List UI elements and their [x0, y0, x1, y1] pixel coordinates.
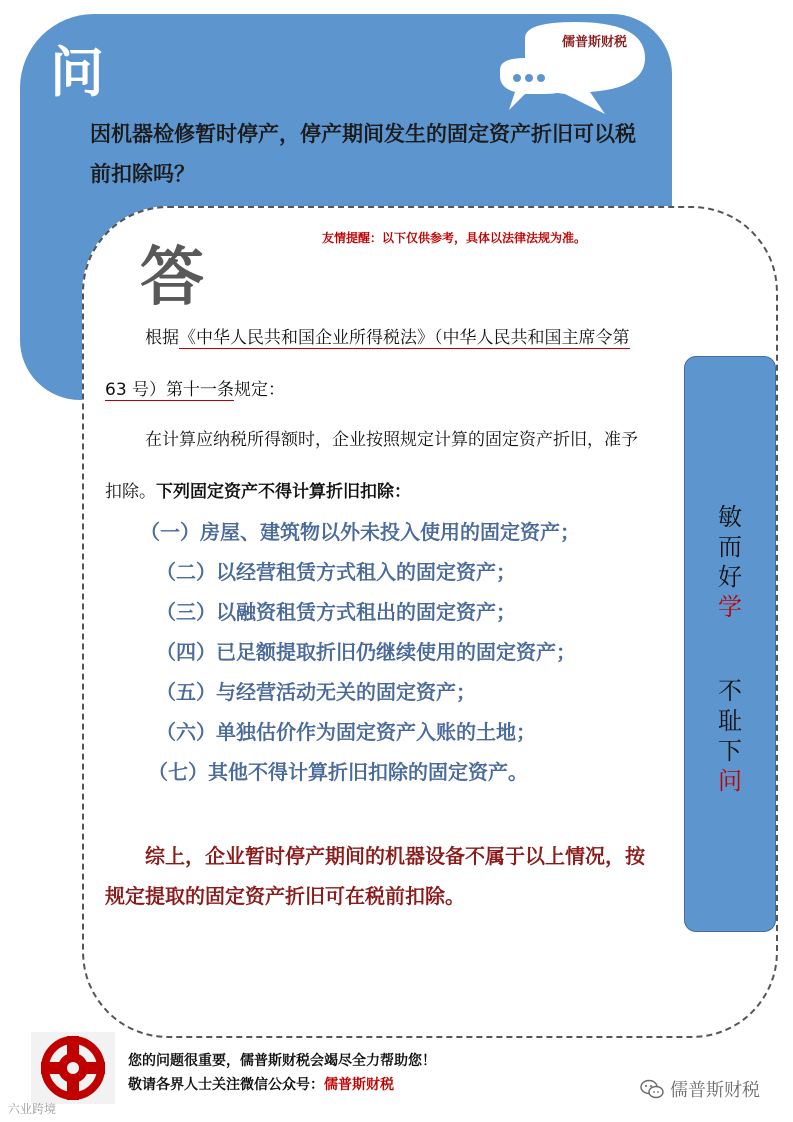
list-item: （五）与经营活动无关的固定资产； — [156, 680, 476, 704]
footer-brand-name: 儒普斯财税 — [324, 1077, 394, 1093]
motto-char: 耻 — [718, 707, 742, 735]
wechat-watermark — [640, 1076, 760, 1102]
motto-char: 问 — [718, 767, 742, 795]
list-item: （七）其他不得计算折旧扣除的固定资产。 — [148, 760, 528, 784]
motto-box — [684, 356, 776, 932]
provision-text: 在计算应纳税所得额时，企业按照规定计算的固定资产折旧，准予扣除。 — [105, 430, 638, 502]
reminder-note: 友情提醒：以下仅供参考，具体以法律法规为准。 — [322, 231, 587, 245]
excluded-assets-list — [140, 512, 660, 792]
list-item: （二）以经营租赁方式租入的固定资产； — [156, 560, 516, 584]
provision-paragraph — [105, 414, 653, 518]
wechat-icon — [640, 1078, 664, 1100]
motto-char: 不 — [718, 677, 742, 705]
legal-basis-prefix: 根据 — [145, 328, 179, 348]
motto-char: 敏 — [718, 503, 742, 531]
list-item: （四）已足额提取折旧仍继续使用的固定资产； — [156, 640, 576, 664]
answer-heading: 答 — [140, 241, 204, 315]
motto-char: 下 — [718, 737, 742, 765]
law-citation: 《中华人民共和国企业所得税法》（中华人民共和国主席令第 63 号）第十一条 — [105, 328, 630, 400]
motto-char: 学 — [718, 593, 742, 621]
list-item: （六）单独估价作为固定资产入账的土地； — [156, 720, 536, 744]
legal-basis-suffix: 规定： — [234, 380, 286, 400]
wechat-account-name: 儒普斯财税 — [670, 1080, 760, 1101]
list-item: （一）房屋、建筑物以外未投入使用的固定资产； — [140, 520, 580, 544]
motto-column-2 — [715, 676, 745, 796]
motto-char: 而 — [718, 533, 742, 561]
question-text: 因机器检修暂时停产，停产期间发生的固定资产折旧可以税前扣除吗？ — [90, 122, 636, 186]
brand-logo-icon — [31, 1032, 115, 1104]
question-heading: 问 — [50, 41, 104, 104]
provision-bold-text: 下列固定资产不得计算折旧扣除： — [156, 482, 411, 502]
list-item: （三）以融资租赁方式租出的固定资产； — [156, 600, 516, 624]
legal-basis-paragraph — [105, 312, 653, 416]
watermark-left: 六业跨境 — [8, 1102, 57, 1116]
footer-follow-prefix: 敬请各界人士关注微信公众号： — [128, 1077, 324, 1093]
motto-char: 好 — [718, 563, 742, 591]
footer-message: 您的问题很重要，儒普斯财税会竭尽全力帮助您！ — [128, 1053, 436, 1069]
conclusion-paragraph: 综上，企业暂时停产期间的机器设备不属于以上情况，按规定提取的固定资产折旧可在税前扣除。 — [105, 844, 645, 908]
footer-follow-note — [128, 1074, 394, 1094]
motto-column-1 — [715, 502, 745, 622]
bubble-brand-label: 儒普斯财税 — [562, 35, 628, 50]
